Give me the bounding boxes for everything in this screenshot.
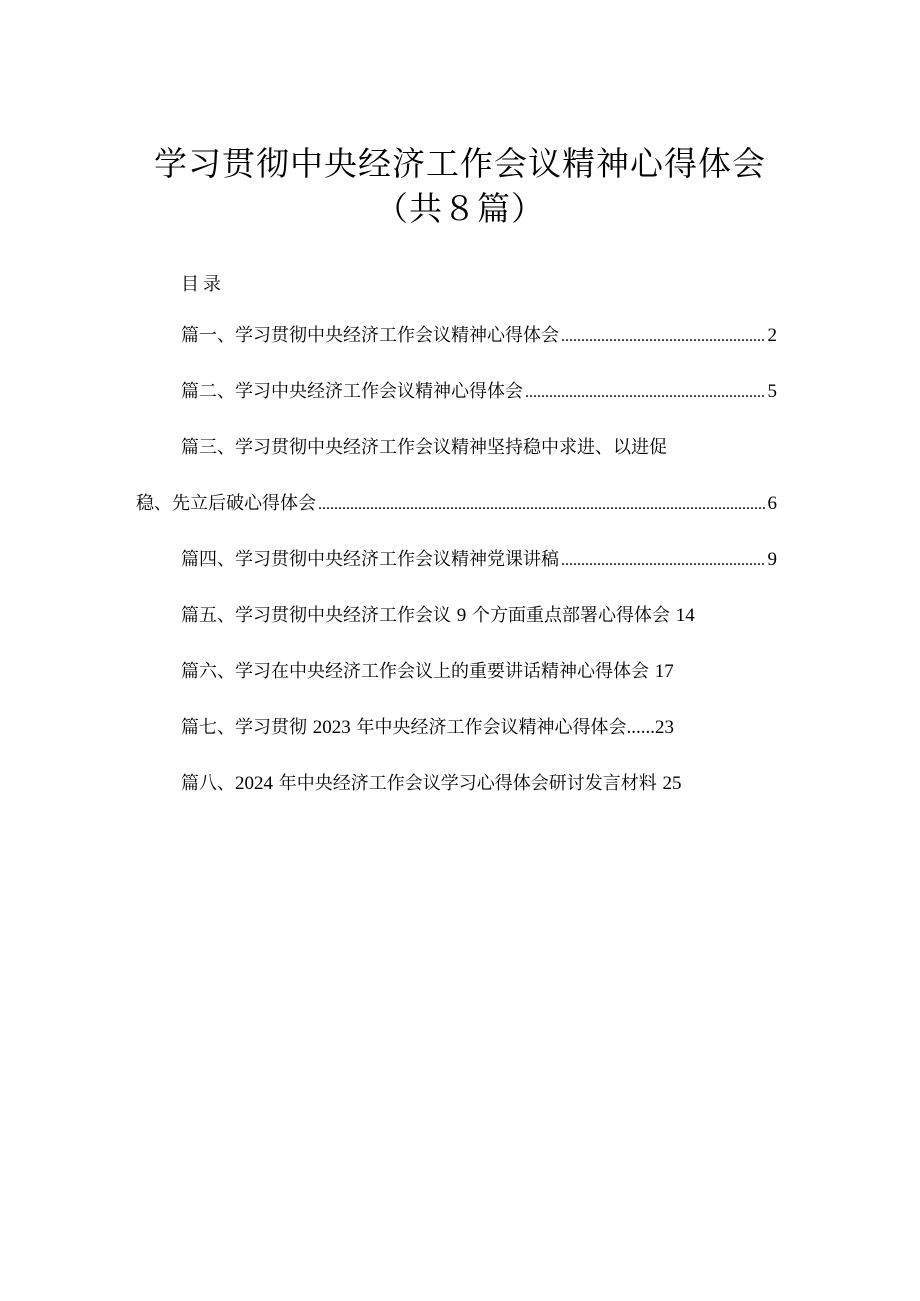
- dot-leader: [561, 323, 766, 351]
- toc-entry-title: 篇七、学习贯彻: [181, 717, 307, 738]
- toc-entry-7[interactable]: [181, 714, 674, 742]
- toc-entry-inline-number: 9: [456, 605, 467, 626]
- toc-entry-title: 篇六、学习在中央经济工作会议上的重要讲话精神心得体会: [181, 661, 649, 682]
- document-subtitle: （共８篇）: [375, 189, 545, 228]
- toc-entry-5[interactable]: [181, 602, 695, 630]
- toc-entry-3-line1[interactable]: 篇三、学习贯彻中央经济工作会议精神坚持稳中求进、以进促: [181, 437, 667, 458]
- toc-entry-title-rest: 个方面重点部署心得体会: [471, 605, 670, 626]
- toc-entry-page: 14: [675, 605, 695, 626]
- toc-entry-inline-number: 2023: [312, 717, 351, 738]
- toc-entry-page: 25: [662, 773, 682, 794]
- toc-entry-title-rest: 年中央经济工作会议精神心得体会: [356, 717, 627, 738]
- toc-entry-title: 稳、先立后破心得体会: [136, 493, 316, 514]
- toc-heading: 目录: [181, 274, 225, 295]
- dot-leader: ......: [626, 717, 655, 738]
- document-title: 学习贯彻中央经济工作会议精神心得体会: [154, 144, 766, 183]
- toc-entry-page: 23: [654, 717, 674, 738]
- toc-entry-title: 篇二、学习中央经济工作会议精神心得体会: [181, 381, 523, 402]
- toc-entry-page: 2: [767, 325, 777, 346]
- toc-entry-4[interactable]: [181, 546, 777, 575]
- toc-entry-title: 篇八、: [181, 773, 235, 794]
- toc-entry-title-rest: 年中央经济工作会议学习心得体会研讨发言材料: [278, 773, 657, 794]
- dot-leader: [525, 379, 766, 407]
- toc-entry-3-line2[interactable]: [136, 490, 777, 519]
- toc-entry-page: 17: [654, 661, 674, 682]
- toc-entry-page: 6: [767, 493, 777, 514]
- toc-entry-1[interactable]: [181, 322, 777, 351]
- toc-entry-title: 篇五、学习贯彻中央经济工作会议: [181, 605, 451, 626]
- toc-entry-title: 篇一、学习贯彻中央经济工作会议精神心得体会: [181, 325, 559, 346]
- toc-entry-inline-number: 2024: [235, 773, 273, 794]
- dot-leader: [318, 491, 766, 519]
- toc-entry-2[interactable]: [181, 378, 777, 407]
- toc-entry-title: 篇四、学习贯彻中央经济工作会议精神党课讲稿: [181, 549, 559, 570]
- dot-leader: [561, 547, 766, 575]
- toc-entry-page: 5: [767, 381, 777, 402]
- toc-entry-8[interactable]: [181, 770, 681, 798]
- toc-entry-page: 9: [767, 549, 777, 570]
- toc-entry-6[interactable]: [181, 658, 674, 686]
